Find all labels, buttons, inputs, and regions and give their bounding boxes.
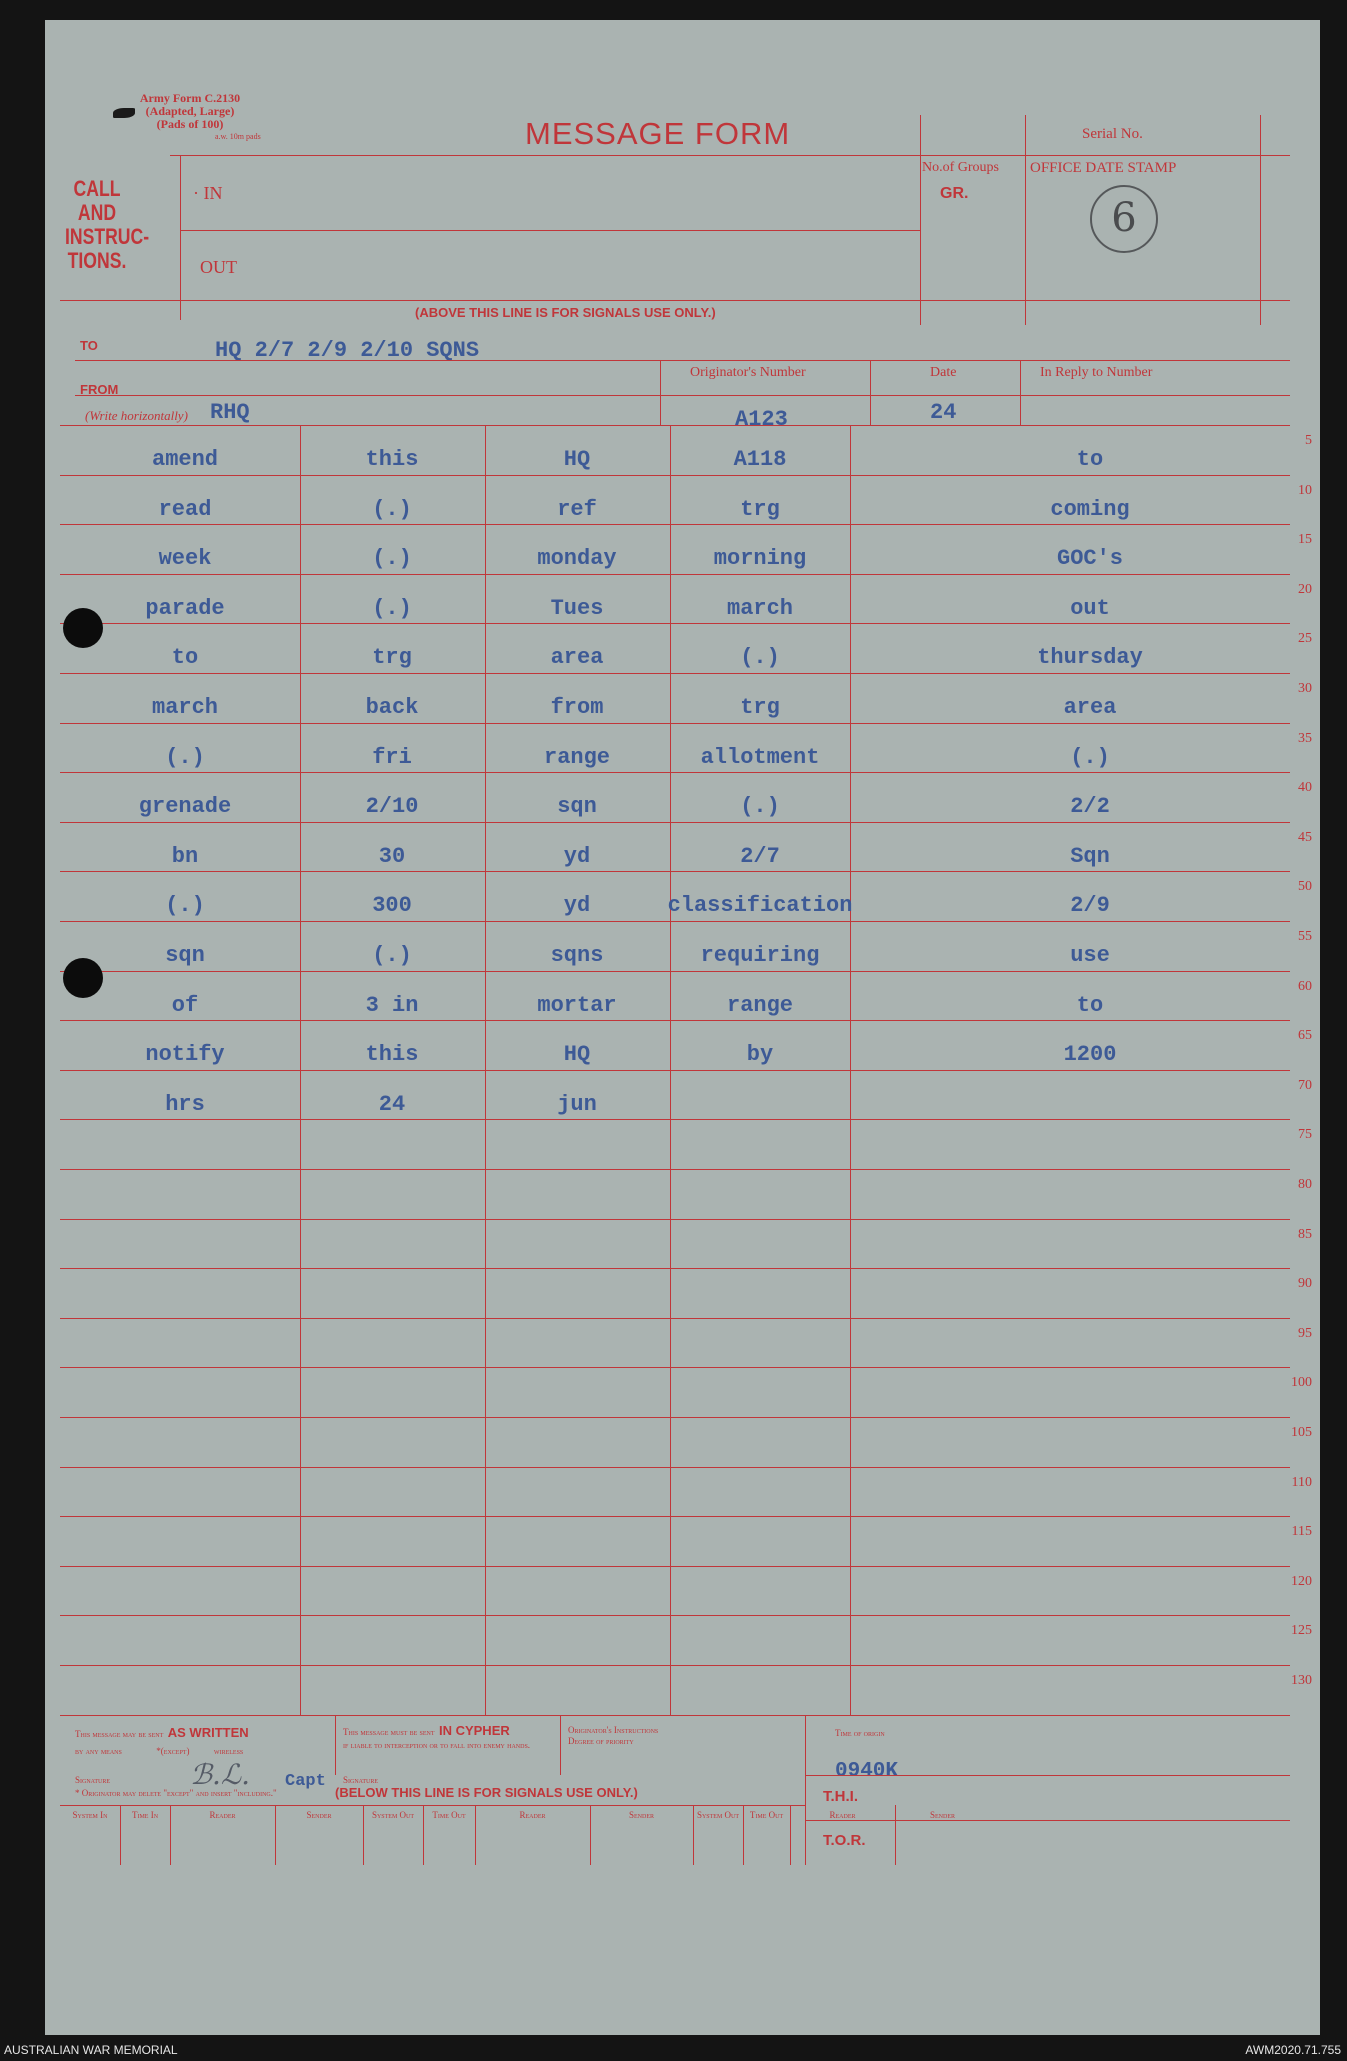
form-title: MESSAGE FORM	[525, 116, 791, 151]
message-word: trg	[740, 496, 780, 522]
call-instructions-label	[65, 176, 150, 273]
message-word: trg	[740, 695, 780, 720]
from-label: FROM	[80, 382, 119, 397]
line-number: 125	[1291, 1623, 1312, 1639]
line-number: 100	[1291, 1375, 1312, 1391]
grid-line	[60, 1020, 1290, 1021]
message-word: this	[365, 447, 419, 472]
message-word: coming	[1050, 496, 1130, 522]
line-number: 95	[1298, 1325, 1312, 1341]
message-word: (.)	[740, 645, 780, 671]
message-word: GOC's	[1056, 546, 1124, 572]
message-word: (.)	[165, 744, 205, 770]
originators-instructions: Originator's Instructions Degree of priority	[568, 1725, 659, 1746]
signature-label-2: Signature	[343, 1775, 379, 1785]
grid-line	[60, 1169, 1290, 1170]
line-number: 110	[1291, 1474, 1312, 1490]
message-word: this	[365, 1042, 419, 1068]
below-line-note: (BELOW THIS LINE IS FOR SIGNALS USE ONLY.)	[335, 1785, 638, 1800]
grid-line	[60, 1318, 1290, 1319]
message-word: trg	[372, 645, 412, 671]
line-number: 115	[1291, 1524, 1312, 1540]
signals-column-label: Sender	[929, 1810, 955, 1820]
signals-column-label: Reader	[209, 1810, 236, 1820]
stamp-circle: 6	[1090, 185, 1158, 253]
grid-line	[60, 673, 1290, 674]
to-value: HQ 2/7 2/9 2/10 SQNS	[215, 338, 480, 363]
message-word: 3 in	[365, 992, 419, 1018]
to-label: TO	[80, 338, 98, 353]
line-number: 60	[1298, 978, 1312, 994]
line-number: 30	[1298, 681, 1312, 696]
line-number: 65	[1298, 1028, 1312, 1044]
line-number: 25	[1298, 631, 1312, 647]
signature-rank: Capt	[285, 1772, 326, 1791]
grid-line	[60, 1070, 1290, 1071]
above-line-note: (ABOVE THIS LINE IS FOR SIGNALS USE ONLY.)	[415, 305, 716, 320]
line-number: 35	[1298, 730, 1312, 746]
archive-right: AWM2020.71.755	[1245, 2043, 1341, 2057]
tor-label: T.O.R.	[823, 1832, 866, 1849]
grid-line	[60, 1665, 1290, 1666]
message-word: 24	[378, 1091, 406, 1117]
message-word: 2/10	[365, 794, 419, 820]
message-word: HQ	[563, 447, 591, 472]
line-number: 85	[1298, 1226, 1312, 1242]
army-form-number: Army Form C.2130	[139, 91, 241, 105]
message-word: 2/9	[1070, 893, 1110, 919]
adapted-note: (Adapted, Large)	[145, 104, 235, 118]
message-word: morning	[713, 546, 807, 572]
grid-line	[60, 475, 1290, 476]
grid-line	[60, 1615, 1290, 1616]
call-line-2: AND	[77, 200, 117, 225]
message-word: 2/2	[1070, 794, 1110, 820]
line-number: 40	[1298, 780, 1312, 796]
message-word: to	[1076, 992, 1104, 1018]
message-word: (.)	[372, 546, 412, 572]
serial-label: Serial No.	[1082, 126, 1143, 142]
message-word: range	[543, 744, 611, 770]
grid-line	[60, 1566, 1290, 1567]
in-reply-label: In Reply to Number	[1040, 365, 1153, 380]
message-word: yd	[563, 843, 591, 869]
grid-line	[60, 871, 1290, 872]
message-word: grenade	[138, 794, 232, 820]
grid-line	[60, 1268, 1290, 1269]
as-written-label: AS WRITTEN	[167, 1725, 249, 1740]
line-number: 130	[1291, 1673, 1312, 1688]
message-word: amend	[151, 447, 219, 472]
message-word: 300	[372, 893, 412, 919]
message-word: classification	[667, 893, 853, 919]
archive-left: AUSTRALIAN WAR MEMORIAL	[4, 2043, 178, 2057]
no-groups-label: No.of Groups	[922, 160, 999, 175]
message-word: requiring	[700, 943, 820, 968]
signals-column-label: System Out	[696, 1810, 740, 1820]
punch-hole-top	[63, 608, 103, 648]
message-word: use	[1070, 943, 1110, 968]
message-word: by	[746, 1042, 774, 1068]
time-of-origin-value: 0940K	[835, 1760, 899, 1783]
message-word: Sqn	[1070, 843, 1110, 869]
message-word: sqn	[557, 794, 597, 820]
signals-column-label: System In	[72, 1810, 108, 1820]
grid-line	[60, 1119, 1290, 1120]
message-word: 2/7	[740, 843, 780, 869]
message-word: read	[158, 496, 212, 522]
signals-column-label: Reader	[519, 1810, 546, 1820]
grid-line	[60, 1467, 1290, 1468]
signals-column-label: Sender	[306, 1810, 332, 1820]
message-word: 1200	[1063, 1042, 1117, 1068]
message-form-sheet	[45, 20, 1320, 2035]
message-word: march	[151, 695, 219, 720]
grid-line	[60, 772, 1290, 773]
line-number: 55	[1298, 929, 1312, 944]
message-word: out	[1070, 595, 1110, 621]
message-word: HQ	[563, 1042, 591, 1068]
message-word: sqn	[165, 943, 205, 968]
line-number: 80	[1298, 1177, 1312, 1192]
cypher-block: This message must be sent IN CYPHER if liable to interception or to fall into enemy hands.	[343, 1723, 531, 1750]
originators-number-value: A123	[735, 407, 788, 432]
date-value: 24	[930, 400, 957, 425]
message-word: (.)	[372, 943, 412, 968]
message-word: Tues	[550, 595, 604, 621]
message-word: mortar	[537, 992, 617, 1018]
message-word: to	[171, 645, 199, 671]
message-word: ref	[557, 496, 597, 522]
line-number: 15	[1298, 532, 1312, 548]
line-number: 10	[1298, 482, 1312, 498]
originator-note: * Originator may delete "except" and insert "including."	[75, 1788, 277, 1798]
message-word: to	[1076, 447, 1104, 472]
in-label: · IN	[193, 183, 223, 203]
office-date-stamp-label: OFFICE DATE STAMP	[1030, 160, 1177, 176]
write-horizontally-note: (Write horizontally)	[85, 408, 188, 423]
date-label: Date	[930, 365, 957, 380]
signals-column-label: Time In	[131, 1810, 159, 1820]
form-number-block	[135, 92, 245, 131]
grid-line	[60, 524, 1290, 525]
as-written-block: This message may be sent AS WRITTEN by any means *(except) wireless	[75, 1725, 249, 1756]
line-number: 90	[1298, 1276, 1312, 1292]
grid-line	[60, 1367, 1290, 1368]
grid-line	[60, 623, 1290, 624]
message-word: week	[158, 546, 212, 572]
message-word: area	[550, 645, 604, 671]
pads-note: (Pads of 100)	[156, 117, 224, 131]
time-of-origin-label: Time of origin	[835, 1728, 885, 1738]
message-word: sqns	[550, 943, 604, 968]
message-word: parade	[145, 595, 225, 621]
signals-column-label: Time Out	[749, 1810, 784, 1820]
grid-line	[60, 723, 1290, 724]
message-word: from	[550, 695, 604, 720]
originators-number-label: Originator's Number	[690, 365, 806, 380]
message-word: (.)	[740, 794, 780, 820]
message-word: back	[365, 695, 419, 720]
signals-column-label: Time Out	[432, 1810, 466, 1820]
message-word: range	[726, 992, 794, 1018]
signature-scrawl: ℬ.ℒ.	[190, 1758, 250, 1791]
message-word: (.)	[372, 595, 412, 621]
message-word: thursday	[1037, 645, 1143, 671]
signals-column-label: Reader	[829, 1810, 856, 1820]
line-number: 120	[1291, 1573, 1312, 1589]
line-number: 5	[1305, 433, 1312, 448]
line-number: 50	[1298, 879, 1312, 895]
message-word: hrs	[165, 1091, 205, 1117]
message-word: 30	[378, 843, 406, 869]
message-word: yd	[563, 893, 591, 919]
message-word: jun	[557, 1091, 597, 1117]
line-number: 20	[1298, 581, 1312, 597]
printer-note: a.w. 10m pads	[215, 132, 261, 141]
message-word: monday	[537, 546, 617, 572]
message-word: notify	[145, 1042, 225, 1068]
punch-hole-bottom	[63, 958, 103, 998]
out-label: OUT	[200, 257, 237, 277]
ink-mark	[113, 108, 135, 118]
message-word: (.)	[1070, 744, 1110, 770]
signals-column-label: System Out	[371, 1810, 415, 1820]
signals-column-label: Sender	[628, 1810, 654, 1820]
line-number: 70	[1298, 1077, 1312, 1093]
call-line-3: INSTRUC-	[65, 224, 150, 249]
grid-line	[60, 1219, 1290, 1220]
message-word: allotment	[700, 744, 820, 770]
grid-line	[60, 574, 1290, 575]
message-word: bn	[171, 843, 199, 869]
line-number: 45	[1298, 829, 1312, 845]
message-word: (.)	[165, 893, 205, 919]
gr-label: GR.	[940, 185, 969, 202]
grid-line	[60, 971, 1290, 972]
line-number: 75	[1298, 1127, 1312, 1143]
signature-label: Signature	[75, 1775, 111, 1785]
call-line-4: TIONS.	[67, 248, 127, 273]
in-cypher-label: IN CYPHER	[438, 1723, 510, 1738]
archive-strip	[0, 2040, 1347, 2061]
from-value: RHQ	[210, 400, 250, 425]
message-word: fri	[372, 744, 412, 770]
message-word: A118	[733, 447, 787, 472]
message-word: (.)	[372, 496, 412, 522]
grid-line	[60, 1516, 1290, 1517]
thi-label: T.H.I.	[823, 1788, 859, 1805]
grid-line	[60, 822, 1290, 823]
message-word: of	[171, 992, 199, 1018]
message-word: area	[1063, 695, 1117, 720]
call-line-1: CALL	[73, 176, 121, 201]
message-word: march	[726, 595, 794, 621]
line-number: 105	[1291, 1425, 1312, 1440]
grid-line	[60, 1417, 1290, 1418]
grid-line	[60, 921, 1290, 922]
